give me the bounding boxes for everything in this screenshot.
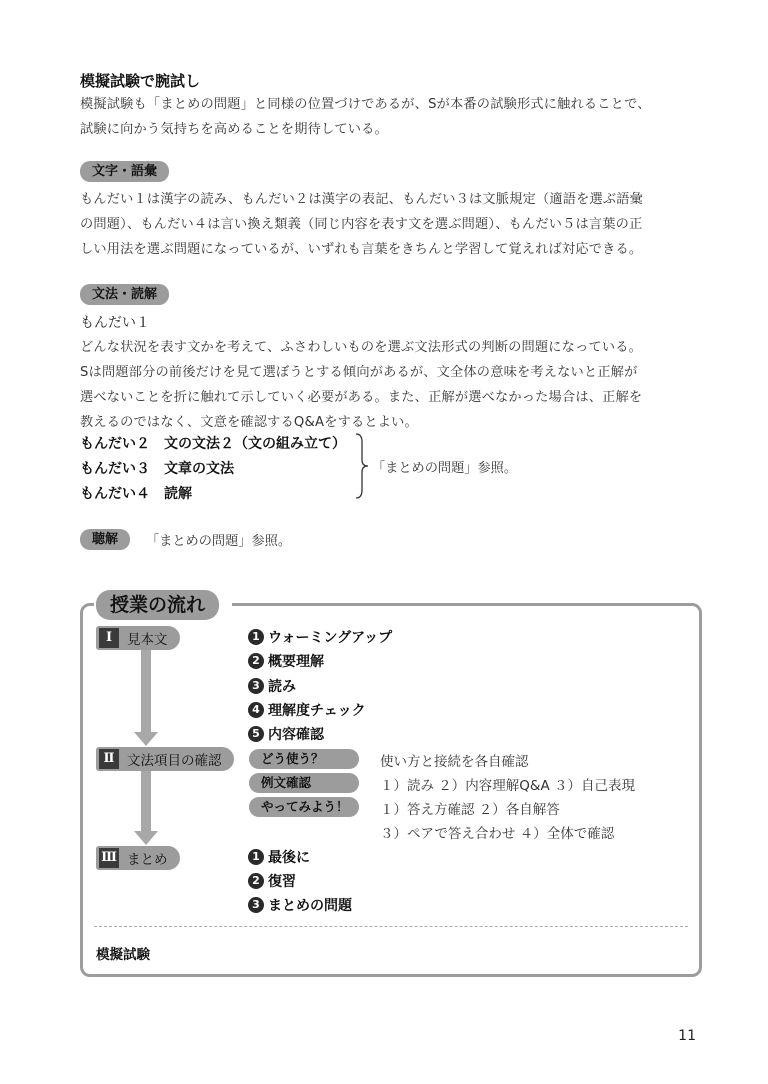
example-check-pill: 例文確認 [249, 773, 359, 793]
number-badge-icon: 1 [248, 629, 264, 645]
dashed-divider [94, 926, 688, 927]
step-1-label: 見本文 [127, 632, 168, 648]
step1-item-text: 読み [268, 679, 296, 695]
flow-arrow-1-head [134, 732, 158, 746]
step3-item [248, 895, 352, 915]
how-to-use-pill: どう使う？ [249, 749, 359, 769]
step-2-label: 文法項目の確認 [127, 753, 222, 769]
step1-item-text: 内容確認 [268, 727, 324, 743]
intro-paragraph: 模擬試験も「まとめの問題」と同様の位置づけであるが、Sが本番の試験形式に触れることで、 試験に向かう気持ちを高めることを期待している。 [80, 97, 651, 137]
question2-line: もんだい２ 文の文法２（文の組み立て） [80, 436, 346, 452]
mock-exam-footer: 模擬試験 [96, 947, 150, 963]
listening-reference: 「まとめの問題」参照。 [146, 534, 292, 549]
how-to-use-desc: 使い方と接続を各自確認 [380, 754, 529, 770]
number-badge-icon: 3 [248, 678, 264, 694]
try-it-pill: やってみよう！ [249, 797, 359, 817]
step-3-label: まとめ [127, 852, 168, 868]
step-1 [96, 626, 180, 650]
step1-item-text: ウォーミングアップ [268, 630, 393, 646]
grammar-label: 文法・読解 [80, 284, 169, 305]
step3-item-text: 最後に [268, 850, 310, 866]
step1-item [248, 700, 366, 720]
step-2 [96, 747, 234, 771]
step-3-number: Ⅲ [99, 848, 119, 868]
step-1-number: Ⅰ [99, 628, 119, 648]
number-badge-icon: 1 [248, 849, 264, 865]
section-heading: 模擬試験で腕試し [80, 72, 201, 90]
question1-paragraph: どんな状況を表す文かを考えて、ふさわしいものを選ぶ文法形式の判断の問題になっている。 Sは問題部分の前後だけを見て選ぼうとする傾向があるが、文全体の意味を考えないと正解が 選べないことを折に触れて示していく必要がある。また、正解が選べなかった場合は、正解を 教えるのではなく、文意を確認するQ&Aをするとよい。 [80, 340, 643, 430]
try-it-desc: １）答え方確認 ２）各自解答 [380, 802, 560, 818]
listening-label: 聴解 [80, 529, 130, 550]
number-badge-icon: 4 [248, 702, 264, 718]
step3-item [248, 847, 310, 867]
try-it-desc-continued: ３）ペアで答え合わせ ４）全体で確認 [380, 826, 615, 842]
number-badge-icon: 2 [248, 873, 264, 889]
step-2-number: Ⅱ [99, 749, 119, 769]
step1-item [248, 724, 324, 744]
step1-item-text: 理解度チェック [268, 703, 366, 719]
lesson-flow-title: 授業の流れ [96, 590, 219, 620]
step3-item-text: 復習 [268, 874, 296, 890]
flow-arrow-2-head [134, 831, 158, 845]
step1-item [248, 676, 296, 696]
flow-arrow-2 [141, 770, 151, 832]
vocab-label: 文字・語彙 [80, 161, 169, 182]
step1-item-text: 概要理解 [268, 654, 324, 670]
vocab-paragraph: もんだい１は漢字の読み、もんだい２は漢字の表記、もんだい３は文脈規定（適語を選ぶ語彙 の問題）、もんだい４は言い換え類義（同じ内容を表す文を選ぶ問題）、もんだい５は言葉の正 しい用法を選ぶ問題になっているが、いずれも言葉をきちんと学習して覚えれば対応できる。 [80, 192, 644, 257]
step-3 [96, 846, 180, 870]
step3-item-text: まとめの問題 [268, 898, 352, 914]
example-check-desc: １）読み ２）内容理解Q&A ３）自己表現 [380, 778, 635, 794]
grammar-reference: 「まとめの問題」参照。 [372, 461, 518, 476]
step1-item [248, 627, 392, 647]
number-badge-icon: 3 [248, 897, 264, 913]
step1-item [248, 651, 324, 671]
right-brace [354, 432, 370, 500]
question1-title: もんだい１ [80, 315, 150, 331]
question4-line: もんだい４ 読解 [80, 486, 192, 502]
number-badge-icon: 5 [248, 726, 264, 742]
flow-arrow-1 [141, 649, 151, 733]
number-badge-icon: 2 [248, 653, 264, 669]
question3-line: もんだい３ 文章の文法 [80, 461, 234, 477]
page-number: 11 [678, 1028, 696, 1044]
step3-item [248, 871, 296, 891]
